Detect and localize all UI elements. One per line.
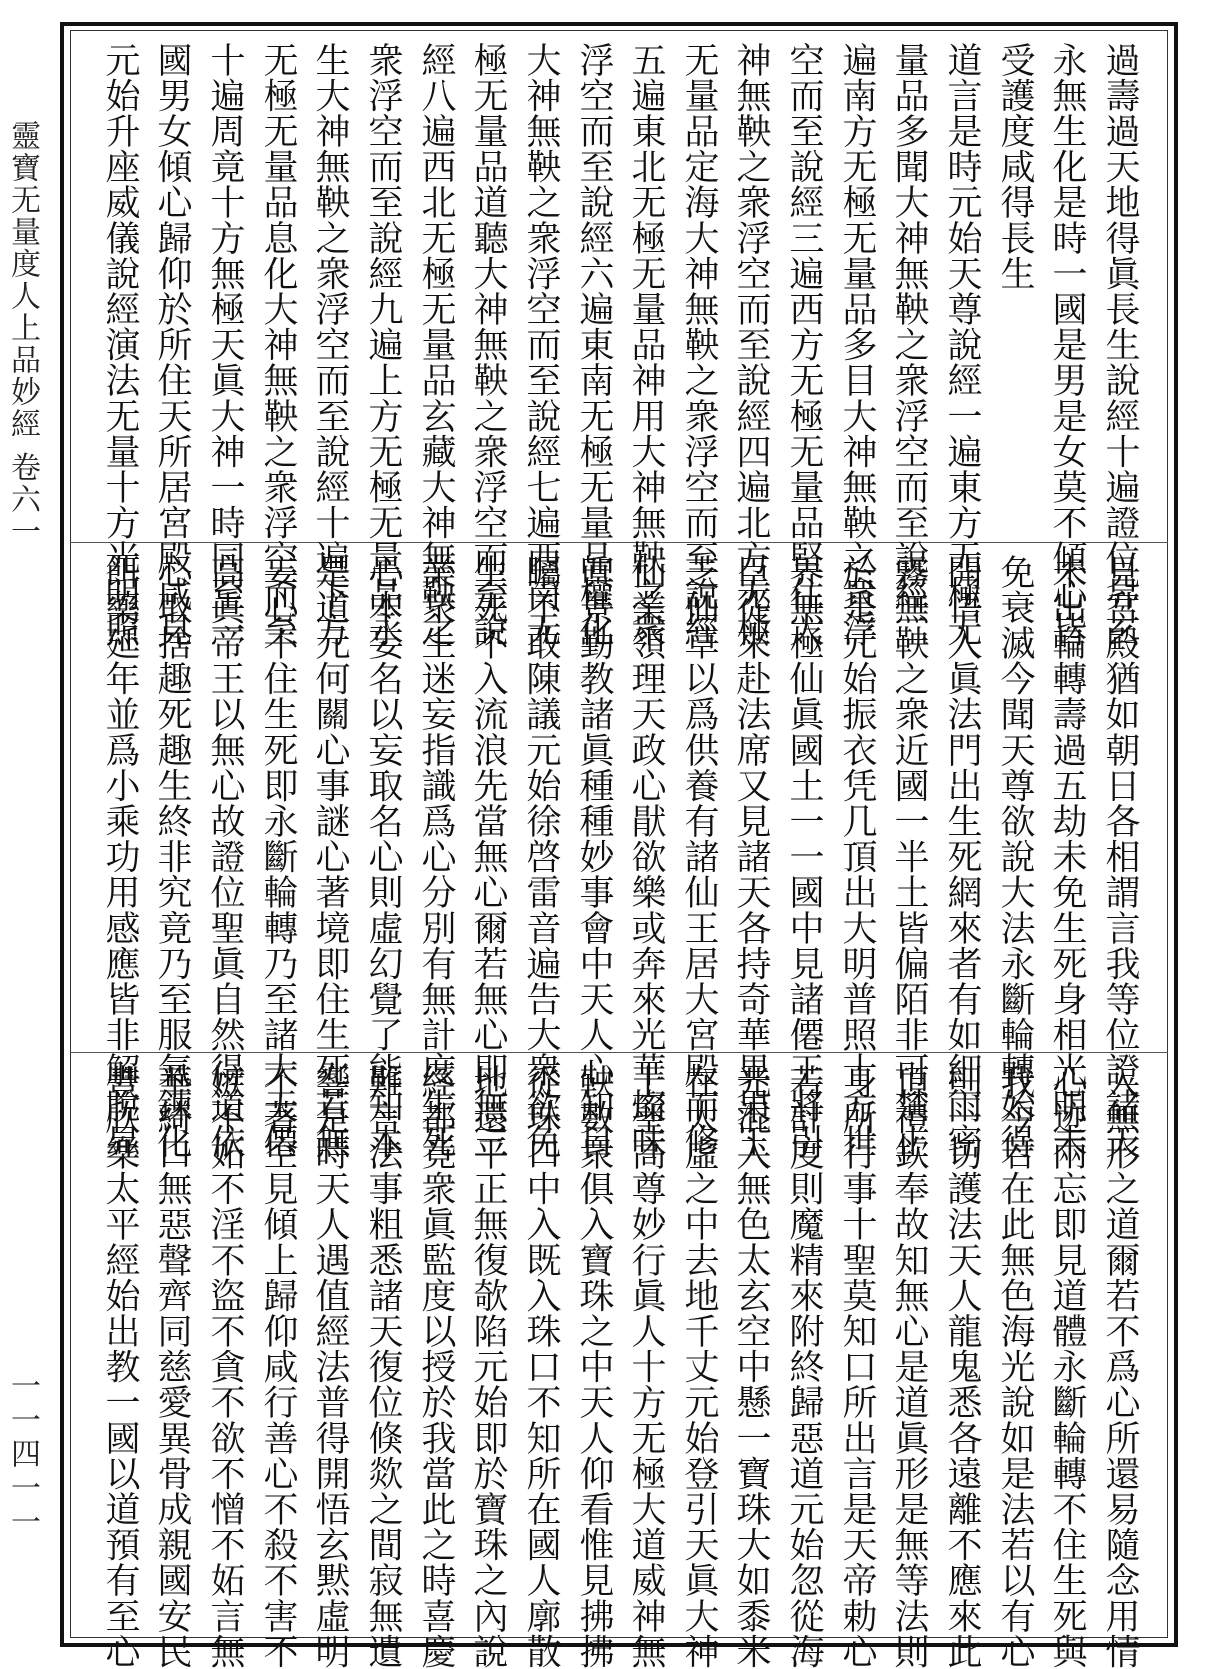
text-column: 心取捨趣死趣生終非究竟乃至服氣鍊化 bbox=[152, 554, 192, 1160]
text-column: 衆浮空而至說經九遍上方无極无量品永 bbox=[363, 42, 403, 648]
text-column: 眞景勤教諸眞種種妙事會中天人心知目 bbox=[574, 554, 614, 1160]
text-column: 心迹兩忘即見道體永斷輪轉不住生死與 bbox=[1047, 1064, 1087, 1669]
text-column: 遍南方无極无量品多目大神無鞅之衆浮 bbox=[837, 42, 877, 648]
text-column: 臣從來赴法席又見諸天各持奇華異果玉 bbox=[731, 554, 771, 1160]
text-column: 仙業領理天政心猒欲樂或奔來光華燦味 bbox=[626, 554, 666, 1160]
text-column: 界無極仙眞國土一一國中見諸僊王將引 bbox=[784, 554, 824, 1160]
text-panel-2 bbox=[78, 548, 1163, 1160]
text-column: 地還平正無復欹陷元始即於寶珠之內說 bbox=[468, 1064, 508, 1669]
text-column: 極无量品道聽大神無鞅之衆浮空而至說 bbox=[468, 42, 508, 648]
text-column: 響是時天人遇值經法普得開悟玄黙虛明 bbox=[310, 1064, 350, 1669]
text-column: 過壽過天地得眞長生說經十遍證位昇玄 bbox=[1100, 42, 1140, 648]
text-column: 見宮殿猶如朝日各相謂言我等位證諸天 bbox=[1100, 554, 1140, 1160]
text-column: 業衆生迷妄指識爲心分別有無計度生死 bbox=[416, 554, 456, 1160]
text-column: 入無形之道爾若不爲心所還易隨念用情 bbox=[1100, 1064, 1140, 1669]
text-panel-1 bbox=[78, 36, 1163, 648]
text-column: 空而至說經三遍西方无極无量品堅住大 bbox=[784, 42, 824, 648]
text-column: 經都竟衆眞監度以授於我當此之時喜慶 bbox=[416, 1064, 456, 1669]
text-column: 受護度咸得長生 bbox=[995, 42, 1035, 292]
text-column: 從珠口中入既入珠口不知所在國人廓散 bbox=[521, 1064, 561, 1669]
text-column: 我今若在此無色海光說如是法若以有心 bbox=[995, 1064, 1035, 1669]
text-column: 光混入無色太玄空中懸一寶珠大如黍米 bbox=[731, 1064, 771, 1669]
text-column: 生大神無鞅之衆浮空而至說經十遍下方 bbox=[310, 42, 350, 648]
text-column: 矚不敢陳議元始徐啓雷音遍告大衆欲免 bbox=[521, 554, 561, 1160]
text-column: 无極无量品息化大神無鞅之衆浮空而至 bbox=[258, 42, 298, 648]
text-column: 若計度則魔精來附終歸惡道元始忽從海 bbox=[784, 1064, 824, 1669]
text-column: 霧無鞅之衆近國一半土皆偏陌非可禁止 bbox=[889, 554, 929, 1160]
text-column: 是道元何關心事謎心著境即住生死若無 bbox=[310, 554, 350, 1160]
text-panel-3 bbox=[78, 1058, 1163, 1669]
text-column: 不著空見傾上歸仰咸行善心不殺不害不 bbox=[258, 1064, 298, 1669]
text-column: 身所行事十聖莫知口所出言是天帝勅心 bbox=[837, 1064, 877, 1669]
text-column: 豐欣樂太平經始出教一國以道預有至心 bbox=[100, 1064, 140, 1669]
side-title: 靈寶无量度人上品妙經 卷六一 bbox=[5, 120, 40, 548]
text-column: 於是元始振衣凭几頂出大明普照十方世 bbox=[837, 554, 877, 1160]
text-column: 五遍東北无極无量品神用大神無鞅之衆 bbox=[626, 42, 666, 648]
text-column: 國男女傾心歸仰於所住天所居宮殿咸見 bbox=[152, 42, 192, 648]
text-column: 心本妄名以妄取名心則虛幻覺了能知本 bbox=[363, 554, 403, 1160]
text-column: 餌藥延年並爲小乘功用感應皆非解脫昇 bbox=[100, 554, 140, 1160]
text-column: 十遍周竟十方無極天眞大神一時同至一 bbox=[205, 42, 245, 648]
text-column: 上聖高尊妙行眞人十方无極大道威神無 bbox=[626, 1064, 666, 1669]
text-column: 道言是時元始天尊說經一遍東方无極无 bbox=[942, 42, 982, 648]
text-column: 則一切護法天人龍鬼悉各遠離不應來此 bbox=[942, 1064, 982, 1669]
text-column: 經八遍西北无極无量品玄藏大神無鞅之 bbox=[416, 42, 456, 648]
text-column: 在太虛之中去地千丈元始登引天眞大神 bbox=[679, 1064, 719, 1669]
text-column: 元始升座威儀說經演法无量十方光明照 bbox=[100, 42, 140, 648]
text-column: 永無生化是時一國是男是女莫不傾心皆 bbox=[1047, 42, 1087, 648]
text-column: 嫉不妬不淫不盜不貪不欲不憎不妬言無 bbox=[205, 1064, 245, 1669]
text-column: 免衰滅今聞天尊欲說大法永斷輪轉始得 bbox=[995, 554, 1035, 1160]
text-column: 大神無鞅之衆浮空而至說經七遍西南无 bbox=[521, 42, 561, 648]
text-column: 鞅數衆俱入寶珠之中天人仰看惟見拂拂 bbox=[574, 1064, 614, 1669]
text-column: 量品多聞大神無鞅之衆浮空而至說經二 bbox=[889, 42, 929, 648]
text-column: 華綺口無惡聲齊同慈愛異骨成親國安民 bbox=[152, 1064, 192, 1669]
text-column: 頂禮欽奉故知無心是道眞形是無等法則 bbox=[889, 1064, 929, 1669]
text-column: 難言法事粗悉諸天復位倏欻之間寂無遺 bbox=[363, 1064, 403, 1669]
text-column: 芝仙草以爲供養有諸仙王居大宮殿而修 bbox=[679, 554, 719, 1160]
text-column: 生死不入流浪先當無心爾若無心即無三 bbox=[468, 554, 508, 1160]
text-column: 開悟入眞法門出生死網來者有如細雨密 bbox=[942, 554, 982, 1160]
text-column: 未出輪轉壽過五劫未免生死身相光明未 bbox=[1047, 554, 1087, 1160]
text-column: 高眞帝王以無心故證位聖眞自然得道依 bbox=[205, 554, 245, 1160]
text-column: 浮空而至說經六遍東南无極无量品權化 bbox=[574, 42, 614, 648]
side-page-number: 一一四一一 bbox=[5, 1370, 40, 1540]
text-column: 妄心不住生死即永斷輪轉乃至諸大天僊 bbox=[258, 554, 298, 1160]
text-column: 神無鞅之衆浮空而至說經四遍北方无極 bbox=[731, 42, 771, 648]
text-column: 无量品定海大神無鞅之衆浮空而至說經 bbox=[679, 42, 719, 648]
